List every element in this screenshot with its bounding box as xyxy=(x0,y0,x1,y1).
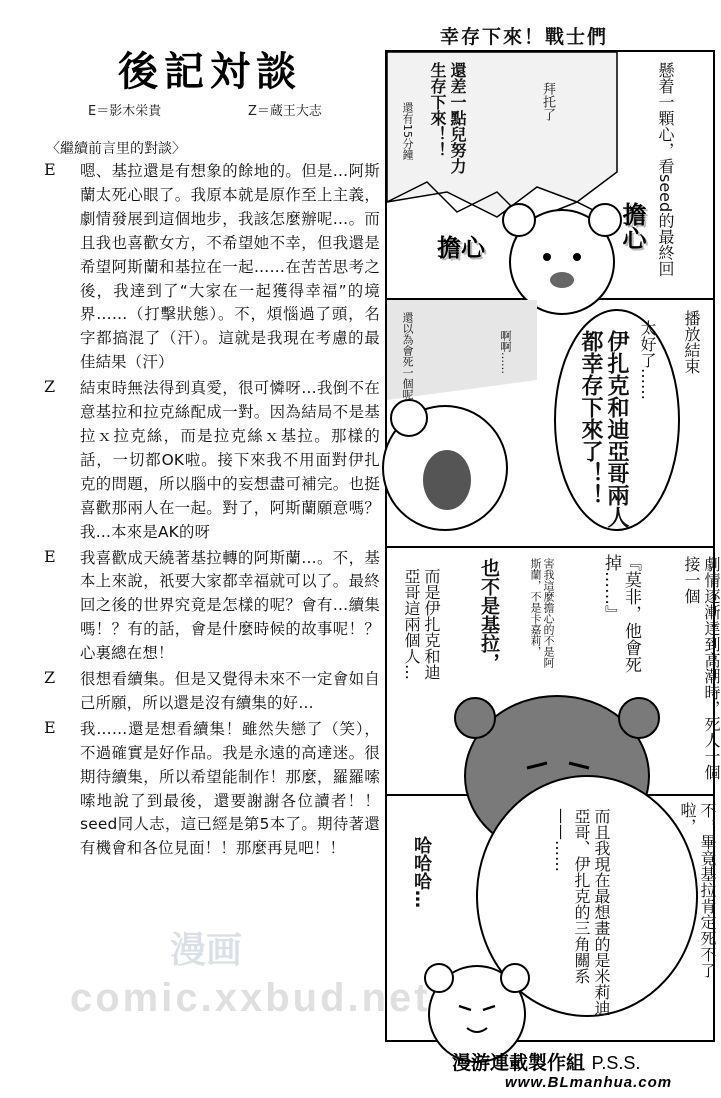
panel-1-sfx-left: 擔心 xyxy=(437,234,485,262)
four-panel-comic xyxy=(385,50,721,1042)
panel-4-balloon-2: 而且我現在最想畫的是米莉迪亞哥、伊扎克的三角關系——…… xyxy=(552,808,611,1016)
watermark-cn: 漫画 xyxy=(170,930,243,971)
panel-3-text: 而是伊扎克和迪亞哥這兩個人… xyxy=(402,568,441,680)
entry-speaker: E xyxy=(44,160,56,179)
entry-text: 我喜歡成天繞著基拉轉的阿斯蘭…。不，基本上來說，祇要大家都幸福就可以了。最終回之後的世界究竟是怎樣的呢？會有…續集嗎！？有的話，會是什麼時候的故事呢！？心裏總在想！ xyxy=(80,548,380,663)
entry-speaker: Z xyxy=(44,377,56,397)
afterword-title: 後記対談 xyxy=(118,48,302,95)
panel-1-narration: 懸着一顆心，看seed的最終回 xyxy=(656,62,675,277)
dialogue-entry xyxy=(44,160,380,375)
dialogue-entry xyxy=(44,718,380,861)
panel-3-bold: 也不是基拉， xyxy=(478,558,500,672)
dialogue-intro: 〈繼續前言里的對談〉 xyxy=(46,141,186,157)
group-credit xyxy=(452,1048,640,1075)
panel-1-sfx-right: 擔心 xyxy=(618,202,646,250)
panel-1-timer: 還有15分鐘 xyxy=(401,102,414,160)
dialogue-entry xyxy=(44,547,380,667)
comic-panel-3 xyxy=(387,548,721,796)
happy-bear-drawing xyxy=(387,300,717,548)
panel-3-small: 害我這麼擔心的不是阿斯蘭，不是卡嘉莉， xyxy=(529,558,555,668)
panel-1-balloon: 還差一點兒努力生存下來！！ xyxy=(428,62,467,174)
panel-3-narration: 劇情逐漸達到高潮時，死人一個接一個 xyxy=(682,556,721,780)
panel-4-laugh: 哈哈哈… xyxy=(411,836,432,908)
panel-2-aside-2: 還以為會死一個呢 xyxy=(401,312,414,400)
speaker-z-label: Z＝蔵王大志 xyxy=(248,104,322,119)
group-name: 漫游連載製作組 xyxy=(452,1052,586,1074)
panel-2-balloon: 伊扎克和迪亞哥兩人都幸存下來了！！ xyxy=(578,330,629,528)
panel-2-aside-1: 啊啊…… xyxy=(499,330,512,374)
panel-2-narration: 播放結束 xyxy=(682,310,701,374)
entry-text: 結束時無法得到真愛，很可憐呀…我倒不在意基拉和拉克絲配成一對。因為結局不是基拉ｘ拉克絲，而是拉克絲ｘ基拉。那樣的話，一切都OK啦。接下來我不用面對伊扎克的問題，所以腦中的妄想盡可補完。也挺喜歡那兩人在一起。對了，阿斯蘭願意嗎？我…本來是AK的呀 xyxy=(80,379,380,541)
site-url: www.BLmanhua.com xyxy=(505,1074,673,1091)
watermark-latin: comic.xxbud.net xyxy=(70,976,431,1020)
entry-speaker: Z xyxy=(44,668,56,688)
dialogue-entry xyxy=(44,668,380,716)
speaker-legend xyxy=(88,100,388,119)
comic-panel-1 xyxy=(387,52,713,300)
comic-panel-2 xyxy=(387,300,713,548)
dialogue-entries xyxy=(44,160,380,863)
panel-1-aside: 拜托了 xyxy=(540,82,555,121)
entry-text: 我……還是想看續集！雖然失戀了（笑），不過確實是好作品。我是永遠的高達迷。很期待續集，所以希望能制作！那麼，羅羅嗦嗦地說了到最後，還要謝謝各位讀者！！seed同人志，這已經是第5本了。期待著還有機會和各位見面！！那麼再見吧！！ xyxy=(80,719,380,858)
entry-text: 很想看續集。但是又覺得未來不一定會如自己所願，所以還是沒有續集的好… xyxy=(80,670,380,712)
entry-speaker: E xyxy=(44,546,56,566)
entry-speaker: E xyxy=(44,717,56,737)
entry-text: 嗯、基拉還是有想象的餘地的。但是…阿斯蘭太死心眼了。我原本就是原作至上主義，劇情發展到這個地步，我該怎麼辦呢…。而且我也喜歡女方，不希望她不幸，但我還是希望阿斯蘭和基拉在一起……在苦苦思考之後，我達到了“大家在一起獲得幸福”的境界……（打擊狀態）。不，煩惱過了頭，名字都搞混了（汗）。這就是我現在考慮的最佳結果（汗） xyxy=(80,162,380,372)
panel-3-quote: 『莫非，他會死掉……』 xyxy=(601,554,641,673)
speaker-e-label: E＝影木栄貴 xyxy=(88,104,162,119)
dialogue-entry xyxy=(44,377,380,544)
comic-title: 幸存下來！戰士們 xyxy=(440,26,609,48)
panel-2-relief: 太好了…… xyxy=(638,320,657,400)
panel-4-balloon-1: 不，畢竟基拉肯定死不了啦， xyxy=(678,802,717,978)
group-initials: P.S.S. xyxy=(591,1053,641,1073)
comic-panel-4 xyxy=(387,796,717,1044)
